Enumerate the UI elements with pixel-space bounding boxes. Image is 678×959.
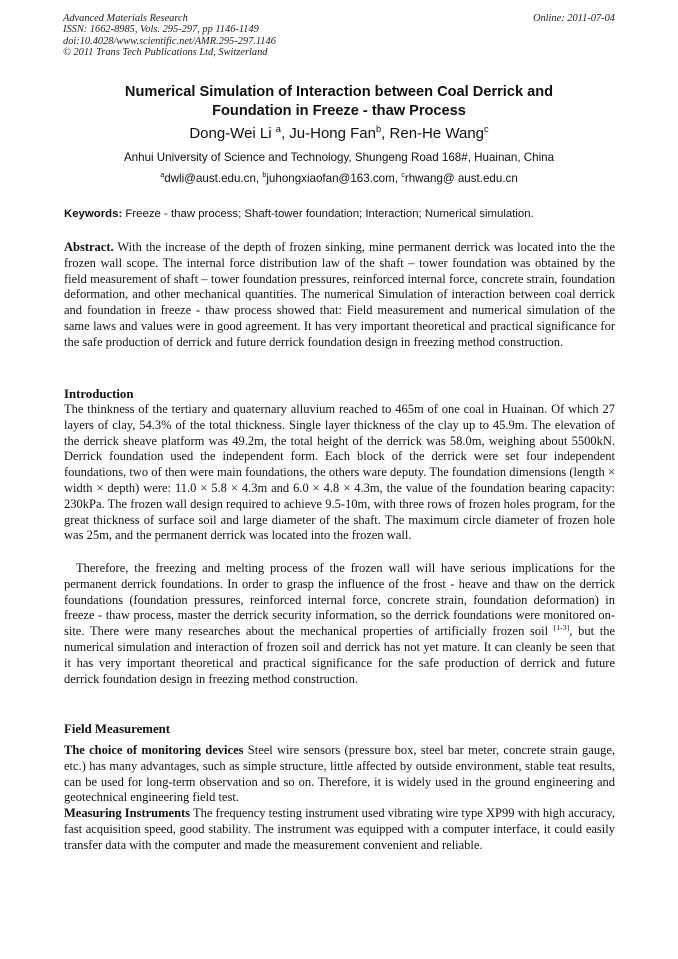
introduction-paragraph-1: The thinkness of the tertiary and quaternary alluvium reached to 465m of one coal in Huainan. Of which 27 layers of clay, 54.3% of the total thickness. Single layer thickness of the clay up to 45.9m. The elevation of the derrick sheave platform was 49.2m, the total height of the derrick was 58.0m, weighing about 5500kN. Derrick foundation used the independent form. Each block of the derrick were set four independent foundations, two of then were main foundations, the others ware deputy. The foundation dimensions (length × width × depth) were: 11.0 × 5.8 × 4.3m and 6.0 × 4.8 × 4.3m, the value of the foundation bearing capacity: 230kPa. The frozen wall design required to achieve 9.5-10m, with three rows of frozen holes program, for the great thickness of surface soil and large diameter of the shaft. The maximum circle diameter of frozen hole was 25m, and the permanent derrick was located into the frozen wall.	[64, 402, 615, 543]
measuring-instruments-paragraph: Measuring Instruments The frequency testing instrument used vibrating wire type XP99 with high accuracy, fast acquisition speed, good stability. The instrument was equipped with a computer interface, it could easily transfer data with the computer and made the measurement convenient and reliable.	[64, 806, 615, 852]
keywords-label: Keywords:	[64, 208, 123, 220]
field-measurement-heading: Field Measurement	[64, 722, 171, 736]
email-2: $^b$juhongxiaofan@163.com,	[262, 170, 402, 185]
measuring-instruments-label: Measuring Instruments	[64, 806, 191, 820]
online-date: Online: 2011-07-04	[532, 13, 615, 24]
email-1: $^a$dwli@aust.edu.cn,	[160, 170, 263, 185]
keywords	[64, 207, 616, 221]
author-2: Ju-Hong Fan$^b$,	[289, 124, 390, 142]
journal-header	[63, 13, 615, 59]
monitoring-devices-paragraph: The choice of monitoring devices Steel wire sensors (pressure box, steel bar meter, concrete strain gauge, etc.) has many advantages, such as simple structure, little affected by outside environment, stable teat results, can be used for long-term observation and so on. Therefore, it is widely used in the ground engineering and geotechnical engineering field test.	[64, 743, 616, 805]
journal-name: Advanced Materials Research	[63, 13, 188, 24]
citation-ref: [1-3]	[553, 623, 570, 633]
keywords-text: Freeze - thaw process; Shaft-tower foundation; Interaction; Numerical simulation.	[125, 208, 534, 220]
abstract	[64, 240, 615, 351]
author-1: Dong-Wei Li $^a$,	[189, 124, 290, 142]
paper-title	[60, 83, 618, 120]
author-3: Ren-He Wang$^c$	[389, 124, 489, 142]
affiliation: Anhui University of Science and Technology, Shungeng Road 168#, Huainan, China	[123, 151, 555, 164]
author-list	[60, 124, 618, 144]
doi-line: doi:10.4028/www.scientific.net/AMR.295-297.1146	[63, 35, 276, 47]
monitoring-devices-label: The choice of monitoring devices	[64, 743, 244, 757]
abstract-text: With the increase of the depth of frozen sinking, mine permanent derrick was located into the the frozen wall scope. The internal force distribution law of the shaft – tower foundation was obtained by the field measurement of shaft – tower foundation pressures, reinforced internal force, concrete strain, foundation deformation, and other mechanical quantities. The numerical Simulation of interaction between coal derrick and foundation in freeze - thaw process showed that: Field measurement and numerical simulation of the same laws and values were in good agreement. It has very important theoretical and practical significance for the safe production of derrick and future derrick foundation design in freezing method construction.	[64, 240, 615, 349]
issn-line: ISSN: 1662-8985, Vols. 295-297, pp 1146-1149	[63, 24, 259, 36]
title-line-1: Numerical Simulation of Interaction between Coal Derrick and	[124, 84, 554, 100]
title-line-2: Foundation in Freeze - thaw Process	[212, 102, 466, 119]
introduction-heading: Introduction	[64, 387, 134, 401]
author-emails	[60, 171, 618, 186]
copyright-line: © 2011 Trans Tech Publications Ltd, Switzerland	[63, 47, 268, 59]
abstract-label: Abstract.	[64, 240, 114, 254]
email-3: $^c$rhwang@ aust.edu.cn	[401, 170, 518, 185]
introduction-paragraph-2: Therefore, the freezing and melting process of the frozen wall will have serious implications for the permanent derrick foundations. In order to grasp the influence of the frost - heave and thaw on the derrick foundations (foundation pressures, reinforced internal force, concrete strain, foundation deformation) in freeze - thaw process, master the derrick security information, so the derrick foundations were monitored on-site. There were many researches about the mechanical properties of artificially frozen soil [1-3], but the numerical simulation and interaction of frozen soil and derrick has not yet mature. It can cleanly be seen that it has very important theoretical and practical significance for the safe production of derrick and future derrick foundation design in freezing method construction.	[64, 561, 615, 686]
